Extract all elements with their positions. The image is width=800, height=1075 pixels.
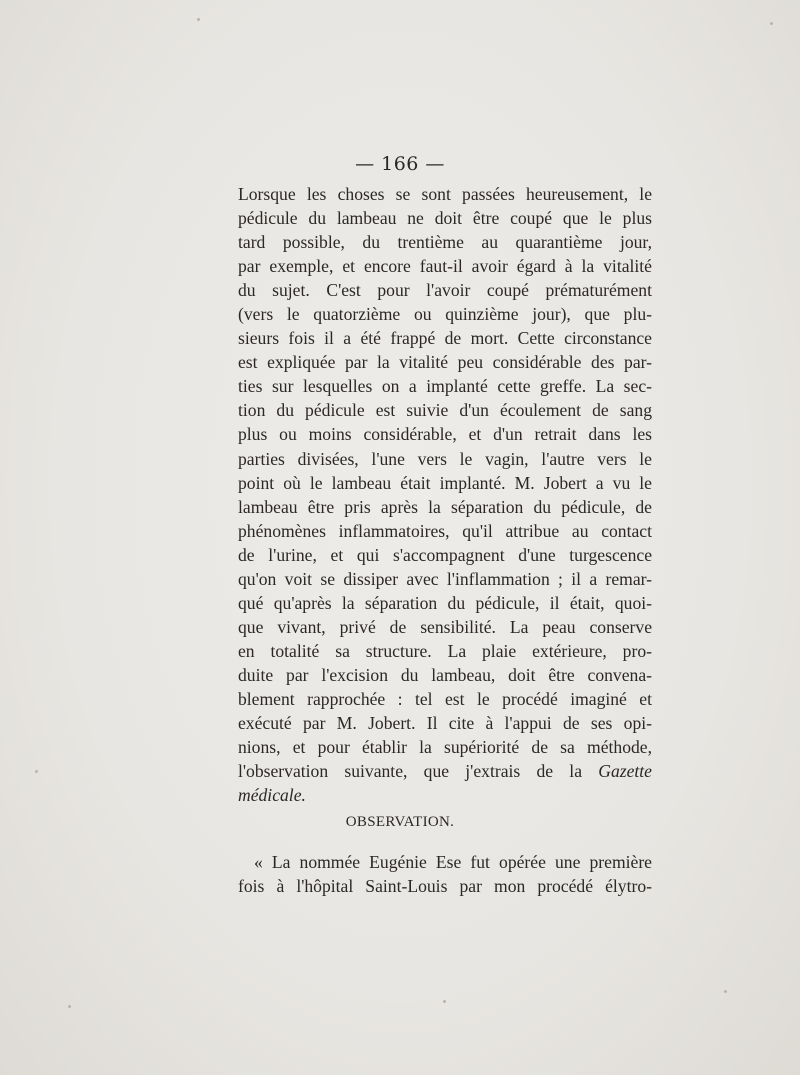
text-line: « La nommée Eugénie Ese fut opérée une première bbox=[254, 852, 652, 872]
text-line: point où le lambeau était implanté. M. Jobert a vu le bbox=[238, 472, 652, 493]
paper-speck bbox=[35, 770, 38, 773]
text-line: (vers le quatorzième ou quinzième jour), que plu- bbox=[238, 304, 652, 325]
page-number: — 166 — bbox=[355, 153, 445, 175]
text-line: sieurs fois il a été frappé de mort. Cette circonstance bbox=[238, 328, 652, 349]
text-fragment: l'observation suivante, que j'extrais de la bbox=[238, 761, 599, 782]
text-line-last bbox=[238, 783, 652, 807]
text-line: fois à l'hôpital Saint-Louis par mon procédé élytro- bbox=[238, 876, 652, 897]
text-line: tion du pédicule est suivie d'un écoulement de sang bbox=[238, 400, 652, 421]
text-line: nions, et pour établir la supériorité de sa méthode, bbox=[238, 737, 652, 758]
text-line: lambeau être pris après la séparation du pédicule, de bbox=[238, 496, 652, 517]
text-line: que vivant, privé de sensibilité. La peau conserve bbox=[238, 616, 652, 637]
text-line: exécuté par M. Jobert. Il cite à l'appui de ses opi- bbox=[238, 713, 652, 734]
text-line: de l'urine, et qui s'accompagnent d'une turgescence bbox=[238, 544, 652, 565]
italic-journal-title-cont: médicale. bbox=[238, 785, 306, 806]
text-line: en totalité sa structure. La plaie extérieure, pro- bbox=[238, 640, 652, 661]
paper-speck bbox=[443, 1000, 446, 1003]
text-line: qué qu'après la séparation du pédicule, il était, quoi- bbox=[238, 592, 652, 613]
text-line: pédicule du lambeau ne doit être coupé que le plus bbox=[238, 208, 652, 229]
text-line: blement rapprochée : tel est le procédé imaginé et bbox=[238, 688, 652, 709]
paper-speck bbox=[724, 990, 727, 993]
text-line: duite par l'excision du lambeau, doit être convena- bbox=[238, 664, 652, 685]
text-line: est expliquée par la vitalité peu considérable des par- bbox=[238, 352, 652, 373]
text-line: par exemple, et encore faut-il avoir égard à la vitalité bbox=[238, 256, 652, 277]
text-line: ties sur lesquelles on a implanté cette greffe. La sec- bbox=[238, 376, 652, 397]
paper-speck bbox=[68, 1005, 71, 1008]
text-line: parties divisées, l'une vers le vagin, l'autre vers le bbox=[238, 448, 652, 469]
paper-speck bbox=[770, 22, 773, 25]
italic-journal-title: Gazette bbox=[598, 761, 652, 782]
text-line: phénomènes inflammatoires, qu'il attribue au contact bbox=[238, 520, 652, 541]
text-line: tard possible, du trentième au quarantième jour, bbox=[238, 232, 652, 253]
text-line-with-italic bbox=[238, 759, 652, 783]
text-line: du sujet. C'est pour l'avoir coupé prématurément bbox=[238, 280, 652, 301]
text-line: qu'on voit se dissiper avec l'inflammation ; il a remar- bbox=[238, 568, 652, 589]
paragraph-1 bbox=[238, 182, 652, 807]
section-heading: OBSERVATION. bbox=[345, 814, 455, 830]
text-line: plus ou moins considérable, et d'un retrait dans les bbox=[238, 424, 652, 445]
paper-speck bbox=[197, 18, 200, 21]
text-line: Lorsque les choses se sont passées heureusement, le bbox=[238, 184, 652, 204]
paragraph-2 bbox=[238, 850, 652, 898]
